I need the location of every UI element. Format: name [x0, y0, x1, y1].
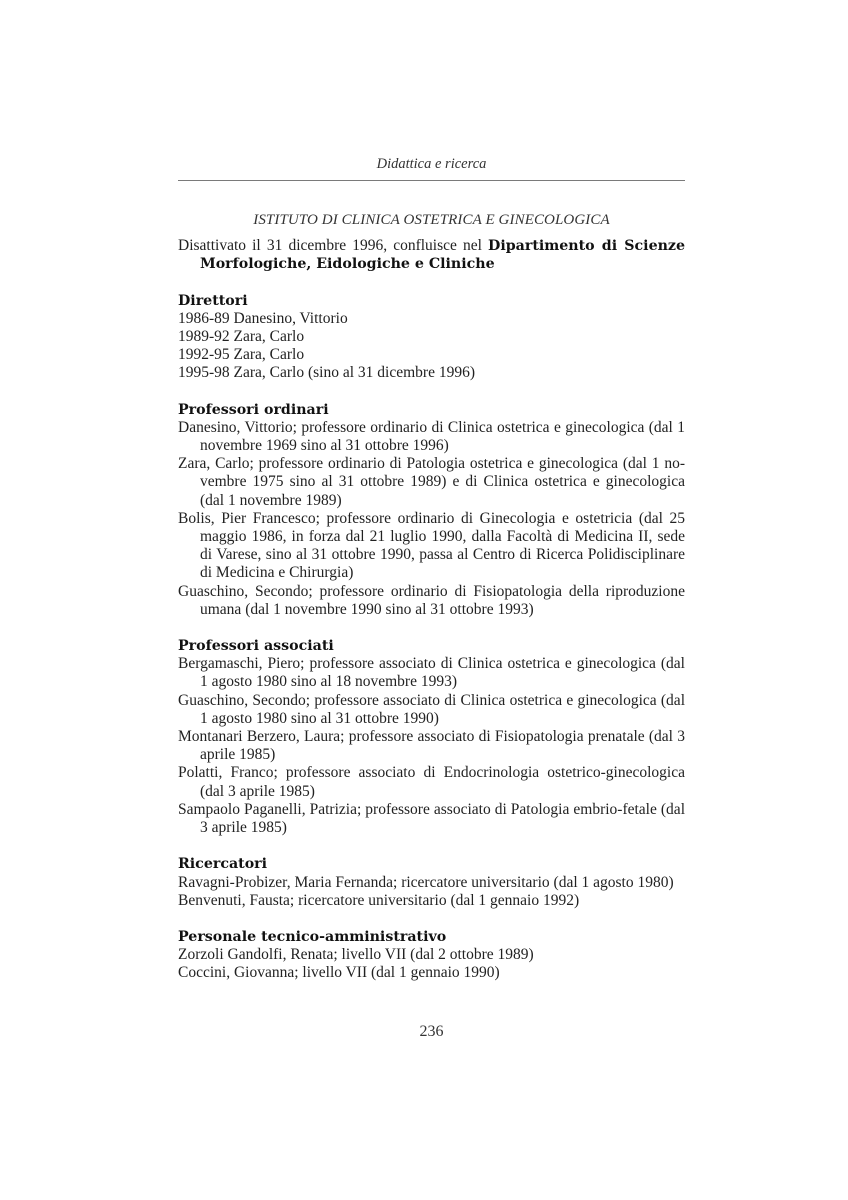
- department-name: Dipartimento di Scienze Morfologiche, Eidologiche e Cliniche: [200, 238, 685, 273]
- list-item: 1992-95 Zara, Carlo: [178, 346, 305, 364]
- list-item: 1995-98 Zara, Carlo (sino al 31 dicembre 1996): [178, 364, 475, 382]
- list-item: 1989-92 Zara, Carlo: [178, 328, 305, 346]
- section-title: Professori ordinari: [178, 401, 329, 418]
- section-personale: [178, 928, 685, 983]
- institute-title: ISTITUTO DI CLINICA OSTETRICA E GINECOLOGICA: [253, 212, 610, 228]
- section-title: Direttori: [178, 292, 248, 309]
- list-item: Montanari Berzero, Laura; professore associato di Fisiopatologia prenatale (dal 3 aprile 1985): [178, 728, 685, 764]
- running-head: Didattica e ricerca: [376, 156, 487, 172]
- list-item: Danesino, Vittorio; professore ordinario di Clinica ostetrica e ginecologica (dal 1 novembre 1969 sino al 31 ottobre 1996): [178, 418, 685, 455]
- section-professori-associati: [178, 637, 685, 837]
- section-title: Personale tecnico-amministrativo: [178, 928, 447, 945]
- section-ricercatori: [178, 855, 685, 910]
- list-item: Sampaolo Paganelli, Patrizia; professore associato di Patologia embrio-fetale (dal 3 aprile 1985): [178, 800, 685, 837]
- page-number: 236: [419, 1023, 444, 1040]
- list-item: Zorzoli Gandolfi, Renata; livello VII (dal 2 ottobre 1989): [178, 946, 534, 964]
- section-direttori: [178, 292, 685, 383]
- list-item: Zara, Carlo; professore ordinario di Patologia ostetrica e ginecologica (dal 1 novembre 1975 sino al 31 ottobre 1989) e di Clinica ostetrica e ginecologica (dal 1 novembre 1989): [178, 455, 685, 509]
- header-rule: [178, 180, 685, 181]
- section-title: Professori associati: [178, 638, 334, 655]
- list-item: Ravagni-Probizer, Maria Fernanda; ricercatore universitario (dal 1 agosto 1980): [178, 873, 674, 891]
- list-item: Bolis, Pier Francesco; professore ordinario di Ginecologia e ostetricia (dal 25 maggio 1986, in forza dal 21 luglio 1990, dalla Facoltà di Medicina II, sede di Varese, sino al 31 ottobre 1990, passa al Centro di Ricerca Polidisciplinare di Medicina e Chirurgia): [178, 509, 685, 582]
- intro-paragraph: [178, 237, 685, 273]
- list-item: 1986-89 Danesino, Vittorio: [178, 309, 348, 327]
- list-item: Polatti, Franco; professore associato di Endocrinologia ostetrico-ginecologica (dal 3 aprile 1985): [178, 764, 685, 800]
- list-item: Coccini, Giovanna; livello VII (dal 1 gennaio 1990): [178, 964, 500, 982]
- list-item: Guaschino, Secondo; professore associato di Clinica ostetrica e ginecologica (dal 1 agosto 1980 sino al 31 ottobre 1990): [178, 691, 685, 727]
- page-content: [178, 211, 685, 983]
- intro-text: Disattivato il 31 dicembre 1996, confluisce nel: [178, 237, 489, 255]
- list-item: Guaschino, Secondo; professore ordinario di Fisiopatologia della riproduzione umana (dal 1 novembre 1990 sino al 31 ottobre 1993): [178, 582, 685, 618]
- section-title: Ricercatori: [178, 856, 268, 873]
- list-item: Benvenuti, Fausta; ricercatore universitario (dal 1 gennaio 1992): [178, 891, 580, 909]
- list-item: Bergamaschi, Piero; professore associato di Clinica ostetrica e ginecologica (dal 1 agosto 1980 sino al 18 novembre 1993): [178, 655, 685, 691]
- section-professori-ordinari: [178, 401, 685, 619]
